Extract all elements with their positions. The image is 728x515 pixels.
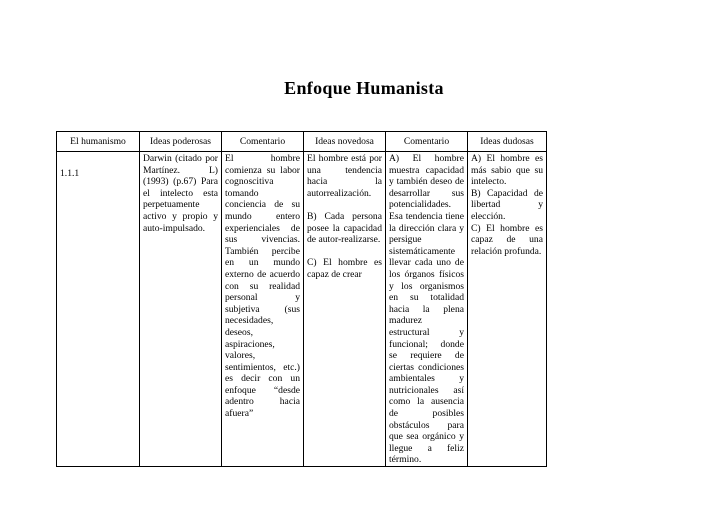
cell-ideas-novedosa: [304, 152, 386, 467]
cell-comentario-1: El hombre comienza su labor cognoscitiva tomando conciencia de su mundo entero experienciales de sus vivencias. También percibe en un mundo externo de acuerdo con su realidad personal y subjetiva (sus necesidades, deseos, aspiraciones, valores, sentimientos, etc.) es decir con un enfoque “desde adentro hacia afuera”: [222, 152, 304, 467]
cell-ideas-dudosas: [468, 152, 547, 467]
header-comentario-2: Comentario: [386, 132, 468, 152]
header-ideas-poderosas: Ideas poderosas: [140, 132, 222, 152]
table-header-row: [57, 132, 547, 152]
header-comentario-1: Comentario: [222, 132, 304, 152]
dudosas-item-c: C) El hombre es capaz de una relación profunda.: [471, 222, 543, 257]
dudosas-item-b: B) Capacidad de libertad y elección.: [471, 187, 543, 222]
table-row: [57, 152, 547, 467]
cell-ideas-poderosas: Darwin (citado por Martínez. L) (1993) (p.67) Para el intelecto esta perpetuamente activo y propio y auto-impulsado.: [140, 152, 222, 467]
header-ideas-dudosas: Ideas dudosas: [468, 132, 547, 152]
novedosa-item-a: El hombre está por una tendencia hacia la autorrealización.: [307, 153, 382, 199]
novedosa-item-c: C) El hombre es capaz de crear: [307, 257, 382, 280]
cell-comentario-2: A) El hombre muestra capacidad y también deseo de desarrollar sus potencialidades. Esa tendencia tiene la dirección clara y persigue sistemáticamente llevar cada uno de los órganos físicos y los organismos en su totalidad hacia la plena madurez estructural y funcional; donde se requiere de ciertas condiciones ambientales y nutricionales así como la ausencia de posibles obstáculos para que sea orgánico y llegue a feliz término.: [386, 152, 468, 467]
dudosas-item-a: A) El hombre es más sabio que su intelecto.: [471, 153, 543, 188]
cell-section-number: 1.1.1: [57, 152, 140, 467]
header-ideas-novedosa: Ideas novedosa: [304, 132, 386, 152]
humanism-table: [56, 131, 547, 467]
header-humanismo: El humanismo: [57, 132, 140, 152]
novedosa-item-b: B) Cada persona posee la capacidad de autor-realizarse.: [307, 210, 382, 246]
document-title: Enfoque Humanista: [284, 78, 444, 98]
